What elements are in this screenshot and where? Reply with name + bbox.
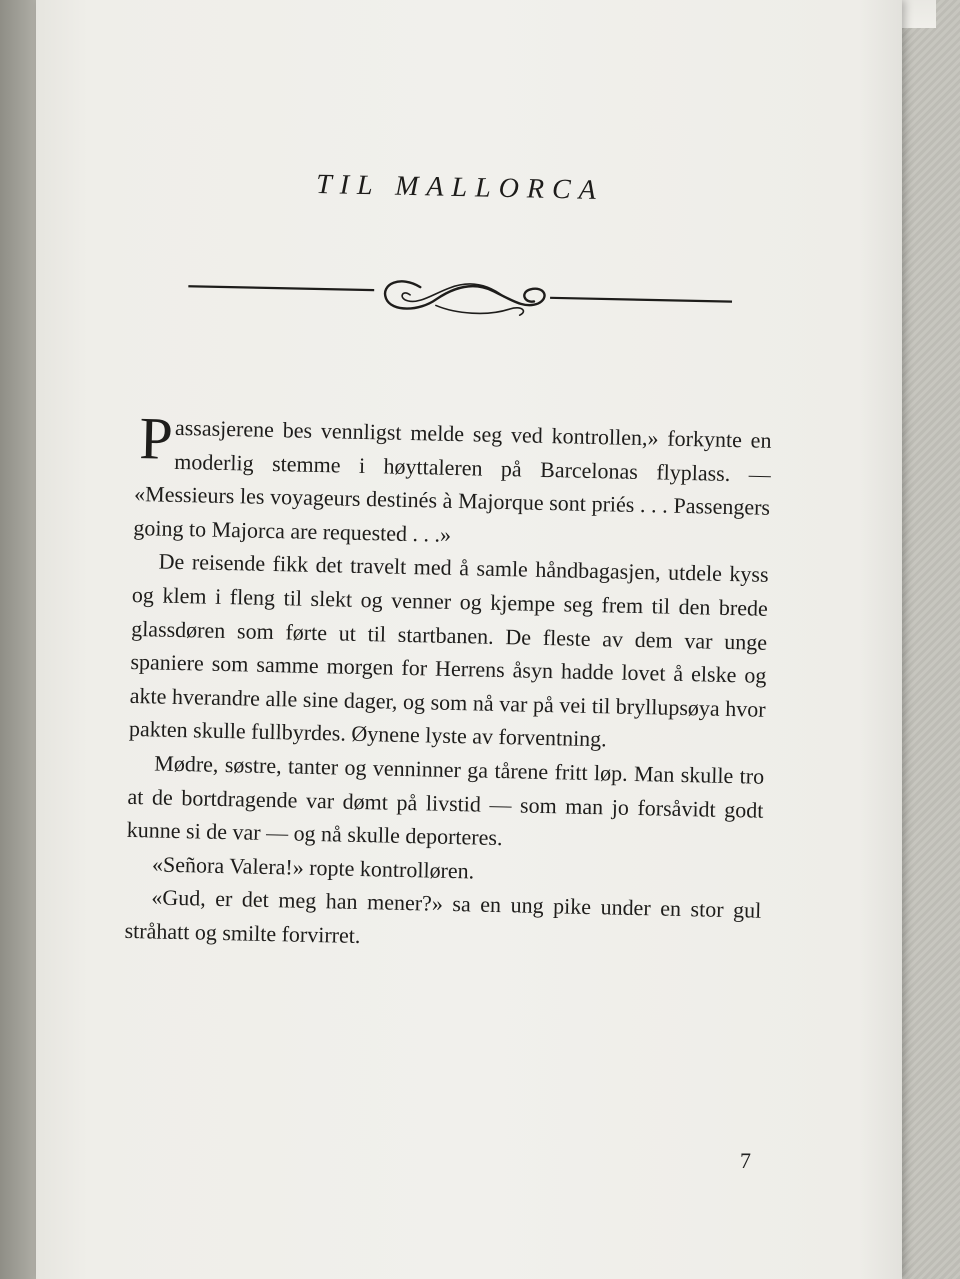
paragraph-4: «Señora Valera!» ropte kontrolløren. (151, 851, 475, 884)
flourish-divider-ornament (187, 262, 738, 338)
paragraph-1 (133, 405, 772, 558)
page-number: 7 (740, 1148, 751, 1173)
paragraph-2: De reisende fikk det travelt med å samle håndbagasjen, utdele kyss og klem i fleng til slekt og venner og kjempe seg frem til den brede glassdøren som førte ut til startbanen. De fleste av dem var unge spaniere som samme morgen for Herrens åsyn hadde lovet å elske og akte hverandre alle sine dager, og som nå var på vei til bryllupsøya hvor pakten skulle fullbyrdes. Øynene lyste av forventning. (128, 548, 769, 752)
body-text (124, 405, 772, 961)
drop-cap: P (138, 405, 174, 472)
paragraph-1-text: assasjerene bes vennligst melde seg ved kontrollen,» forkynte en moderlig stemme i høyttaleren på Barcelonas flyplass. — «Messieurs les voyageurs destinés à Majorque sont priés . . . Passengers going to Majorca are requested . . .» (133, 414, 772, 547)
paragraph-3: Mødre, søstre, tanter og venninner ga tårene fritt løp. Man skulle tro at de bortdragende var dømt på livstid — som man jo forsåvidt godt kunne si de var — og nå skulle deporteres. (126, 750, 765, 851)
chapter-title: TIL MALLORCA (315, 168, 605, 207)
paragraph-5: «Gud, er det meg han mener?» sa en ung pike under en stor gul stråhatt og smilte forvirret. (124, 884, 762, 948)
